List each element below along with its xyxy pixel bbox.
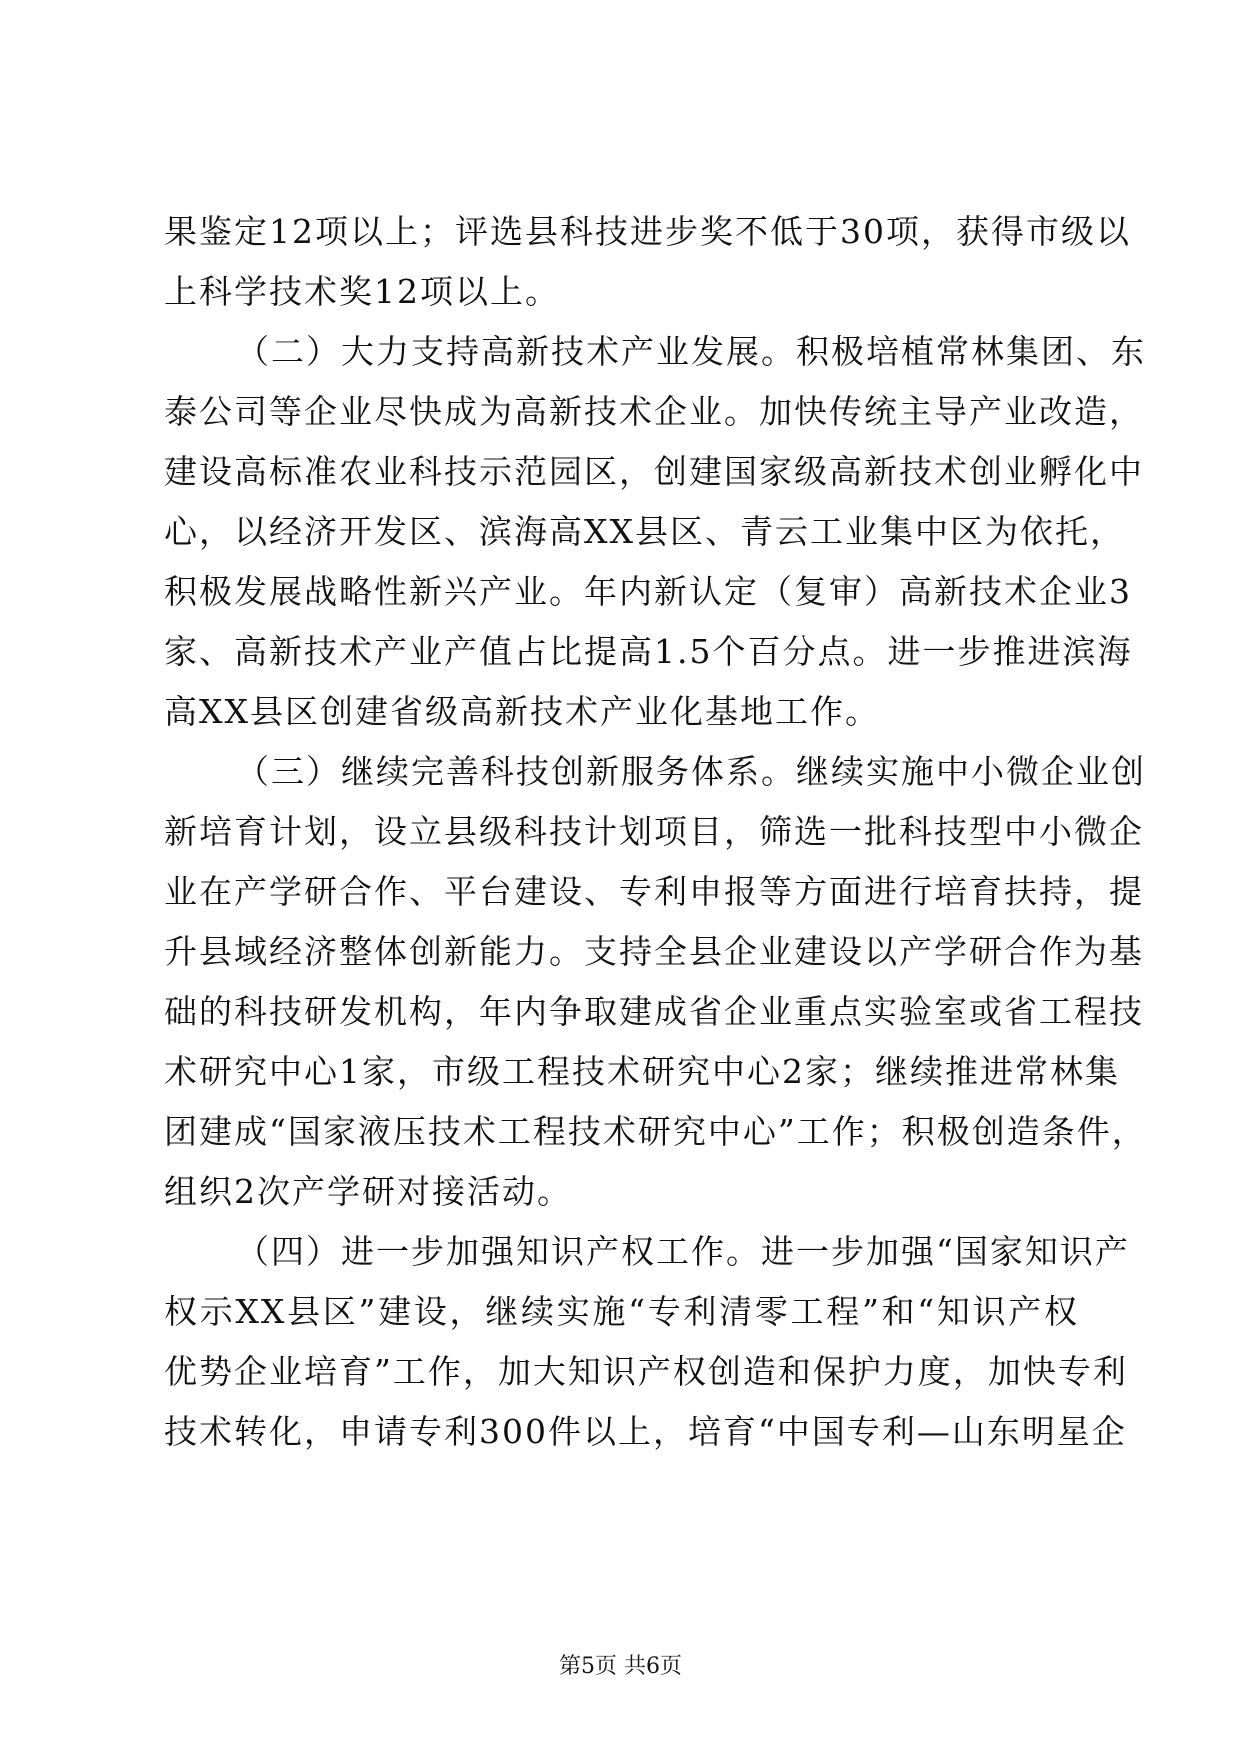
text-line: 术研究中心1家，市级工程技术研究中心2家；继续推进常林集 (164, 1052, 1120, 1091)
text-line: 家、高新技术产业产值占比提高1.5个百分点。进一步推进滨海 (164, 632, 1133, 671)
text-line: 组织2次产学研对接活动。 (164, 1172, 572, 1211)
text-line: 果鉴定12项以上；评选县科技进步奖不低于30项，获得市级以 (164, 212, 1131, 251)
paragraph-heading-line: （四）进一步加强知识产权工作。进一步加强“国家知识产 (236, 1232, 1130, 1271)
paragraph-heading-line: （三）继续完善科技创新服务体系。继续实施中小微企业创 (236, 752, 1146, 791)
text-line: 础的科技研发机构，年内争取建成省企业重点实验室或省工程技 (164, 992, 1144, 1031)
text-line: 优势企业培育”工作，加大知识产权创造和保护力度，加快专利 (164, 1352, 1128, 1391)
text-line: 建设高标准农业科技示范园区，创建国家级高新技术创业孵化中 (164, 452, 1144, 491)
text-line: 升县域经济整体创新能力。支持全县企业建设以产学研合作为基 (164, 932, 1144, 971)
text-line: 高XX县区创建省级高新技术产业化基地工作。 (164, 692, 880, 731)
text-line: 权示XX县区”建设，继续实施“专利清零工程”和“知识产权 (164, 1292, 1079, 1331)
text-line: 业在产学研合作、平台建设、专利申报等方面进行培育扶持，提 (164, 872, 1144, 911)
text-line: 新培育计划，设立县级科技计划项目，筛选一批科技型中小微企 (164, 812, 1144, 851)
text-line: 团建成“国家液压技术工程技术研究中心”工作；积极创造条件， (164, 1112, 1147, 1151)
text-line: 泰公司等企业尽快成为高新技术企业。加快传统主导产业改造， (164, 392, 1144, 431)
text-line: 技术转化，申请专利300件以上，培育“中国专利—山东明星企 (164, 1412, 1127, 1451)
text-line: 心，以经济开发区、滨海高XX县区、青云工业集中区为依托， (164, 512, 1125, 551)
paragraph-heading-line: （二）大力支持高新技术产业发展。积极培植常林集团、东 (236, 332, 1146, 371)
text-line: 上科学技术奖12项以上。 (164, 272, 560, 311)
text-line: 积极发展战略性新兴产业。年内新认定（复审）高新技术企业3 (164, 572, 1132, 611)
page-number-footer: 第5页 共6页 (559, 1654, 682, 1679)
